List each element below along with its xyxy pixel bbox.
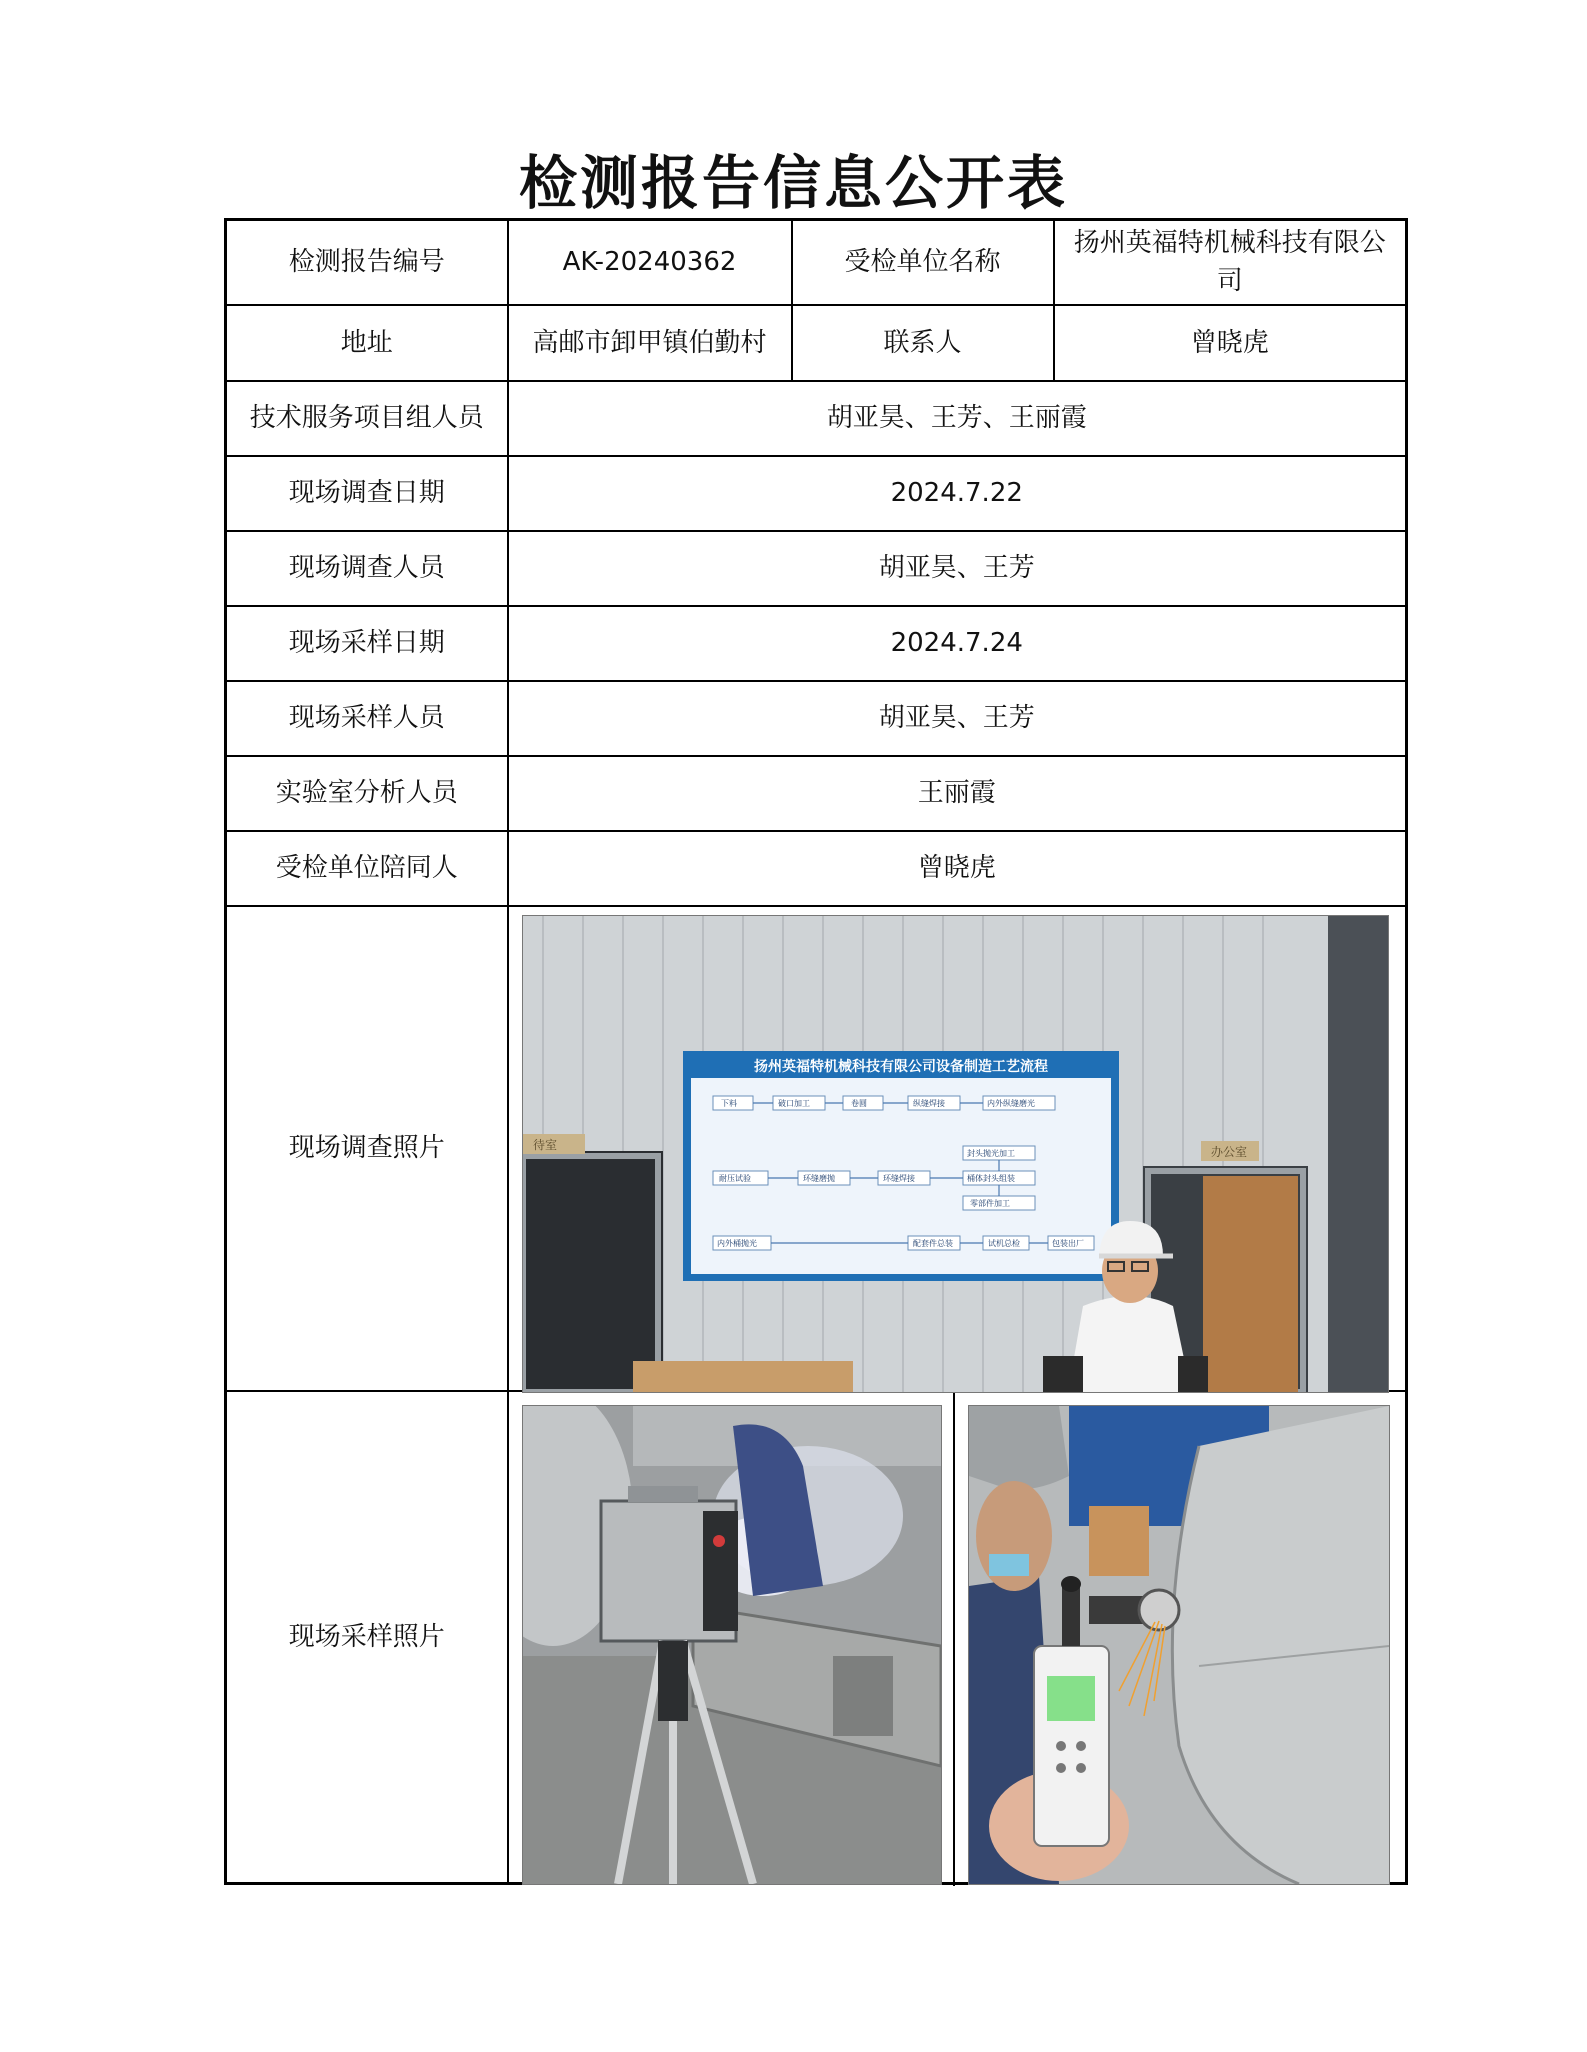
sampling-photo-grinding — [968, 1405, 1390, 1885]
address-value: 高邮市卸甲镇伯勤村 — [508, 305, 792, 381]
flow-step-3: 卷圆 — [851, 1099, 867, 1108]
sample-date-value: 2024.7.24 — [508, 606, 1407, 681]
flow-step-9: 环缝焊接 — [883, 1174, 915, 1183]
right-door-sign: 办公室 — [1211, 1145, 1248, 1159]
survey-date-label: 现场调查日期 — [226, 456, 508, 531]
team-label: 技术服务项目组人员 — [226, 381, 508, 456]
survey-staff-label: 现场调查人员 — [226, 531, 508, 606]
lab-staff-value: 王丽霞 — [508, 756, 1407, 831]
flow-step-11: 零部件加工 — [970, 1199, 1010, 1208]
unit-name-value: 扬州英福特机械科技有限公司 — [1054, 220, 1407, 305]
flow-board-title: 扬州英福特机械科技有限公司设备制造工艺流程 — [754, 1059, 1048, 1075]
flow-step-12: 内外桶抛光 — [717, 1239, 757, 1248]
team-value: 胡亚昊、王芳、王丽霞 — [508, 381, 1407, 456]
unit-name-label: 受检单位名称 — [792, 220, 1054, 305]
report-no-label: 检测报告编号 — [226, 220, 508, 305]
flow-step-13: 配套件总装 — [913, 1239, 953, 1248]
lab-staff-label: 实验室分析人员 — [226, 756, 508, 831]
sample-staff-value: 胡亚昊、王芳 — [508, 681, 1407, 756]
flow-step-14: 试机总检 — [988, 1239, 1020, 1248]
flow-step-6: 封头抛光加工 — [967, 1149, 1015, 1158]
flow-step-1: 下料 — [721, 1099, 737, 1108]
flow-step-7: 耐压试验 — [719, 1174, 751, 1183]
survey-date-value: 2024.7.22 — [508, 456, 1407, 531]
survey-staff-value: 胡亚昊、王芳 — [508, 531, 1407, 606]
escort-value: 曾晓虎 — [508, 831, 1407, 906]
contact-value: 曾晓虎 — [1054, 305, 1407, 381]
contact-label: 联系人 — [792, 305, 1054, 381]
address-label: 地址 — [226, 305, 508, 381]
escort-label: 受检单位陪同人 — [226, 831, 508, 906]
page-title: 检测报告信息公开表 — [518, 149, 1068, 217]
survey-photo-label: 现场调查照片 — [226, 906, 508, 1391]
flow-step-4: 纵缝焊接 — [913, 1099, 945, 1108]
flow-step-10: 桶体封头组装 — [967, 1174, 1015, 1183]
report-no-value: AK-20240362 — [508, 220, 792, 305]
survey-photo — [522, 915, 1389, 1393]
flow-step-2: 破口加工 — [778, 1099, 810, 1108]
left-door-sign: 待室 — [533, 1138, 558, 1152]
sample-photo-label: 现场采样照片 — [226, 1391, 508, 1883]
sample-date-label: 现场采样日期 — [226, 606, 508, 681]
flow-step-15: 包装出厂 — [1052, 1239, 1084, 1248]
flow-step-8: 环缝磨抛 — [803, 1174, 835, 1183]
sampling-photo-welding — [522, 1405, 942, 1885]
sample-staff-label: 现场采样人员 — [226, 681, 508, 756]
photo-divider — [953, 1393, 955, 1886]
flow-step-5: 内外纵缝磨光 — [987, 1099, 1035, 1108]
